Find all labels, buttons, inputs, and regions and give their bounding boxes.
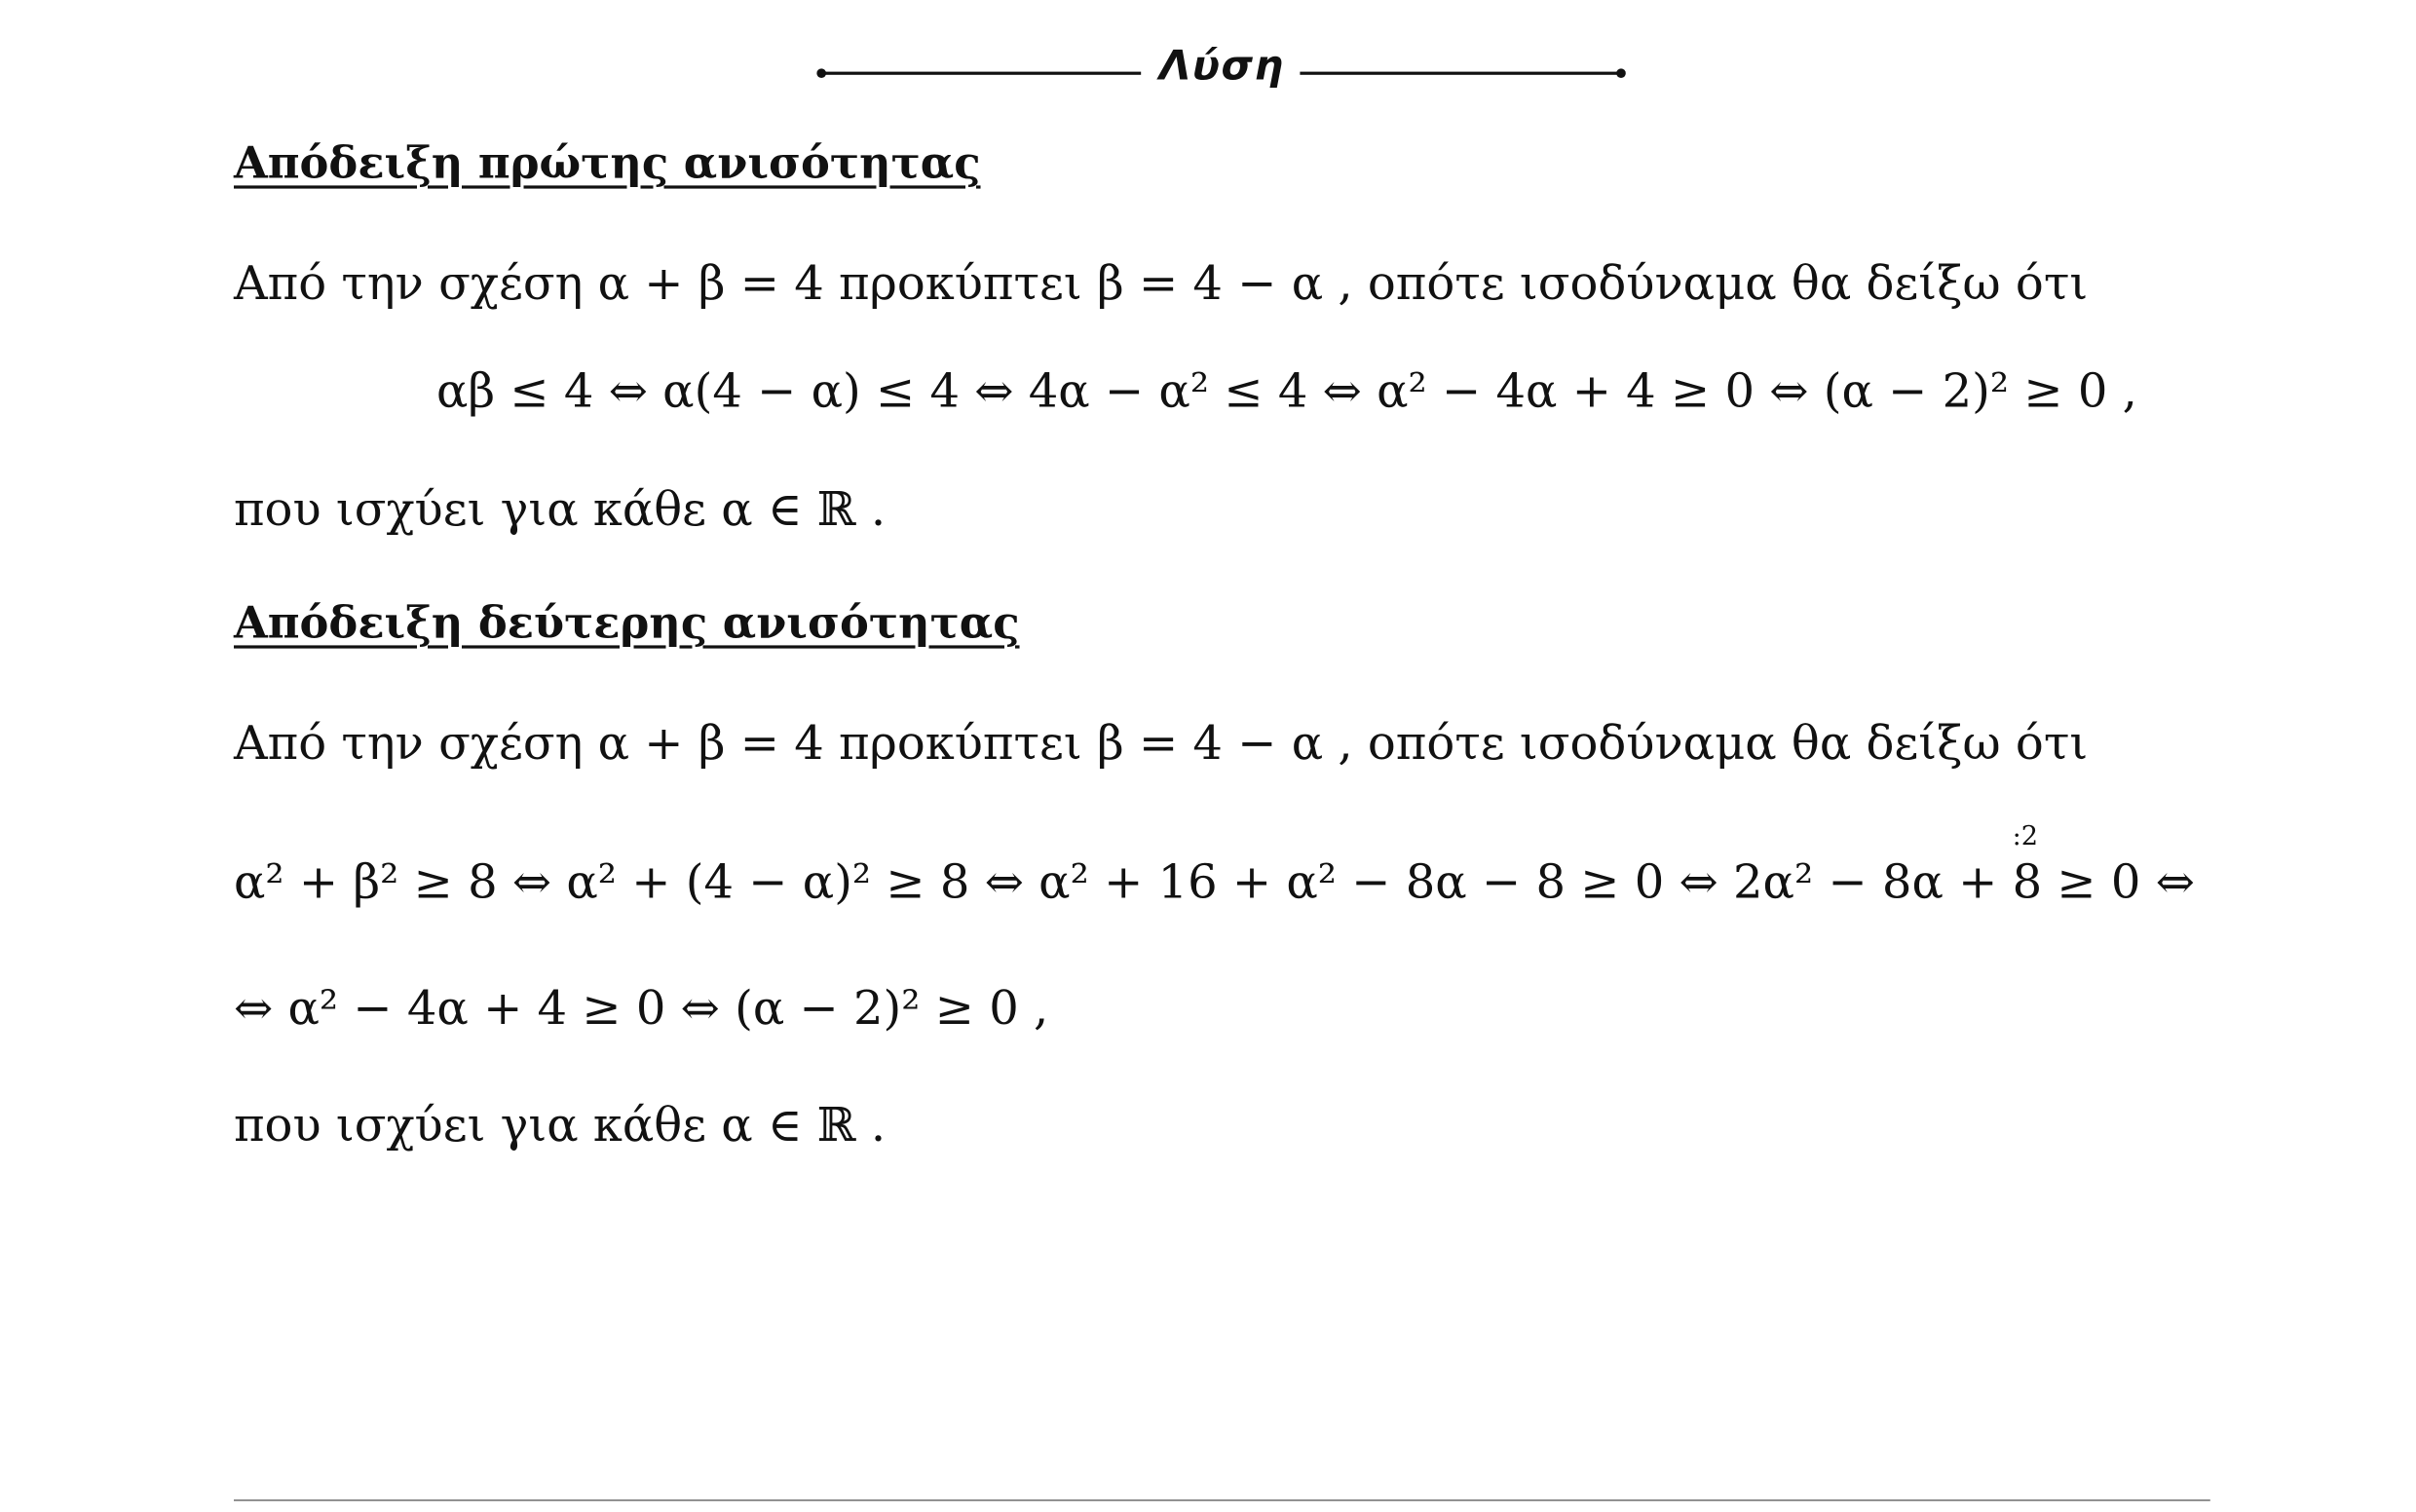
section2-conclusion: που ισχύει για κάθε α ∈ ℝ .: [234, 1099, 887, 1153]
section2-heading: Απόδειξη δεύτερης ανισότητας: [234, 596, 1020, 649]
section1-heading: Απόδειξη πρώτης ανισότητας: [234, 136, 981, 189]
title-divider: [820, 43, 1625, 91]
section1-conclusion: που ισχύει για κάθε α ∈ ℝ .: [234, 483, 887, 538]
section1-equation: αβ ≤ 4 ⇔ α(4 − α) ≤ 4 ⇔ 4α − α² ≤ 4 ⇔ α² − 4α + 4 ≥ 0 ⇔ (α − 2)² ≥ 0 ,: [436, 364, 2137, 420]
section2-equation-line1: α² + β² ≥ 8 ⇔ α² + (4 − α)² ≥ 8 ⇔ α² + 16 + α² − 8α − 8 ≥ 0 ⇔ 2α² − 8α + 8 ≥ 0 ⇔: [234, 855, 2195, 911]
section2-intro: Από την σχέση α + β = 4 προκύπτει β = 4 − α , οπότε ισοδύναμα θα δείξω ότι: [234, 717, 2089, 772]
section1-intro: Από την σχέση α + β = 4 προκύπτει β = 4 − α , οπότε ισοδύναμα θα δείξω ότι: [234, 257, 2089, 312]
title-dot-right: [1616, 68, 1626, 78]
division-operation-label: :2: [2012, 821, 2039, 853]
bottom-divider: [234, 1499, 2210, 1501]
section2-equation-line2: ⇔ α² − 4α + 4 ≥ 0 ⇔ (α − 2)² ≥ 0 ,: [234, 982, 1049, 1037]
page-title: Λύση: [1159, 43, 1285, 91]
title-line-right: [1300, 72, 1621, 74]
